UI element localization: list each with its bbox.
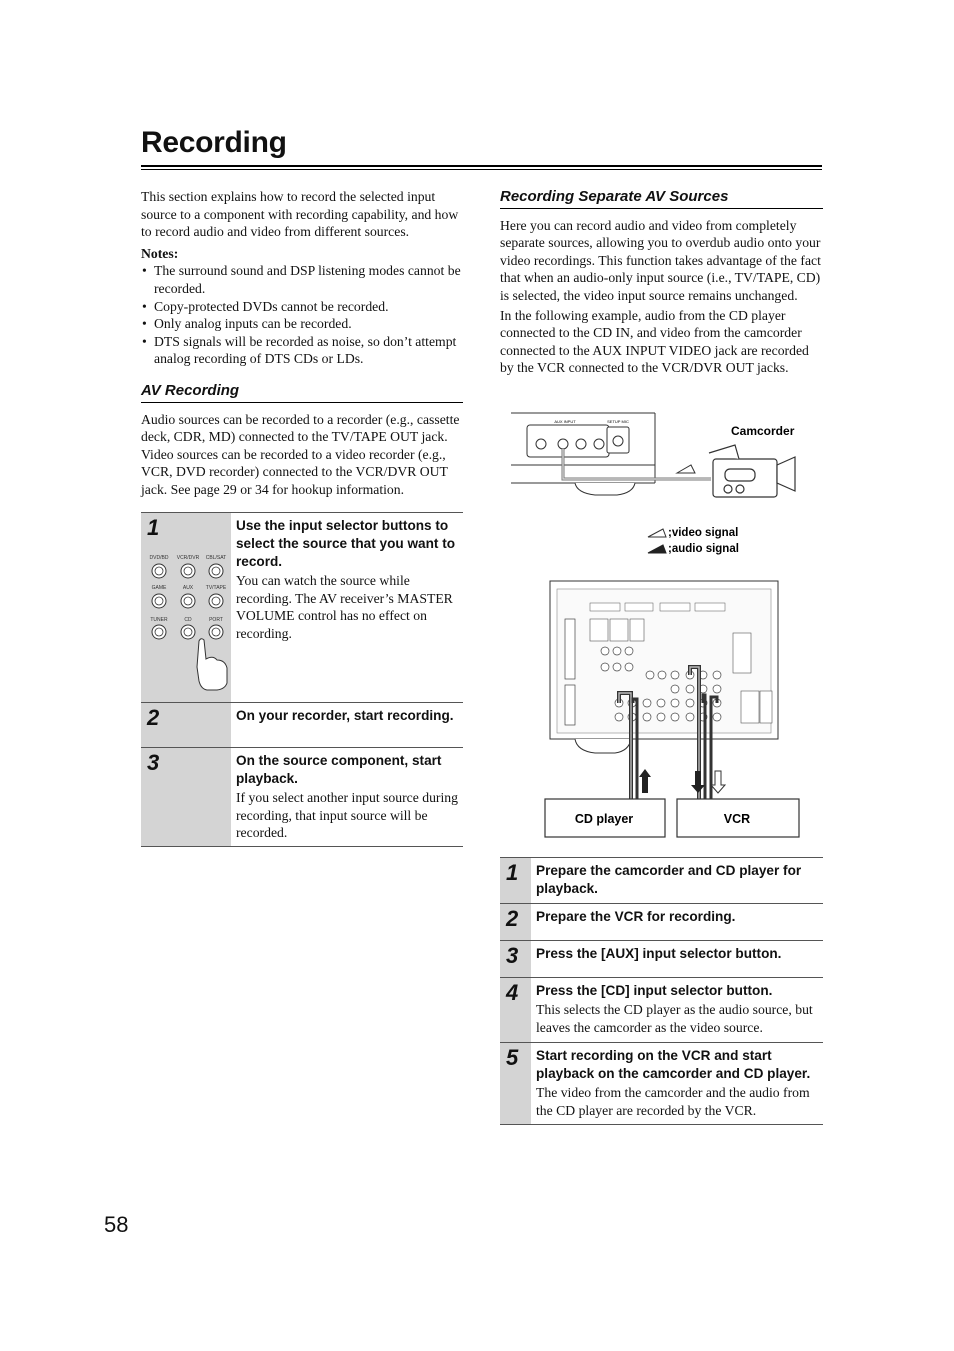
step-number: 3 xyxy=(506,943,519,968)
note-item: • The surround sound and DSP listening modes cannot be recorded. xyxy=(141,262,463,297)
audio-signal-legend-icon xyxy=(648,545,666,553)
step-desc: This selects the CD player as the audio source, but leaves the camcorder as the video source. xyxy=(536,1002,813,1035)
note-item: • DTS signals will be recorded as noise, so don’t attempt analog recording of DTS CDs or LDs. xyxy=(141,333,463,368)
step-title: On the source component, start playback. xyxy=(236,753,442,786)
video-down-arrow-icon xyxy=(711,771,725,793)
step-title: On your recorder, start recording. xyxy=(236,708,454,723)
step-title: Press the [AUX] input selector button. xyxy=(536,946,782,961)
step-row xyxy=(500,941,823,978)
step-desc: You can watch the source while recording. The AV receiver’s MASTER VOLUME control has no effect on recording. xyxy=(236,573,453,641)
step-number-cell xyxy=(500,858,531,903)
step-number-cell xyxy=(500,978,531,1042)
notes-list xyxy=(141,262,463,368)
page-number: 58 xyxy=(104,1212,129,1237)
step-row xyxy=(141,748,463,847)
audio-down-arrow-icon xyxy=(691,771,705,793)
button-label: AUX xyxy=(182,585,194,591)
button-label: DVD/BD xyxy=(149,555,169,561)
step-row xyxy=(141,513,463,703)
button-label: TUNER xyxy=(150,617,168,623)
step-title: Press the [CD] input selector button. xyxy=(536,983,773,998)
video-signal-legend-icon xyxy=(648,529,666,537)
button-label: GAME xyxy=(151,585,167,591)
step-body xyxy=(531,1043,823,1124)
step-body xyxy=(531,978,823,1042)
right-column xyxy=(500,188,823,379)
video-signal-arrow-icon xyxy=(677,465,695,473)
step-row xyxy=(500,978,823,1043)
step-body xyxy=(531,904,823,940)
step-row xyxy=(500,1043,823,1125)
step-title: Use the input selector buttons to select the source that you want to record. xyxy=(236,518,456,569)
heading-rule xyxy=(141,402,463,403)
step-number-cell xyxy=(141,748,231,846)
av-recording-text: Audio sources can be recorded to a recorder (e.g., cassette deck, CDR, MD) connected to the TV/TAPE OUT jack. Video sources can be recorded to a video recorder (e.g., VCR, DVD recorder) connected to the VCR/DVR OUT jack. See page 29 or 34 for hookup information. xyxy=(141,411,460,497)
legend-video: ;video signal xyxy=(668,527,739,539)
step-body xyxy=(231,748,463,846)
receiver-front-panel xyxy=(511,413,711,495)
separate-sources-p2: In the following example, audio from the CD player connected to the CD IN, and video from the camcorder connected to the AUX INPUT VIDEO jack are recorded by the VCR connected to the VCR/DVR OUT jacks. xyxy=(500,307,809,376)
connection-diagram xyxy=(505,405,825,845)
camcorder-icon xyxy=(709,445,795,497)
cd-player-label: CD player xyxy=(574,812,634,826)
step-number: 2 xyxy=(506,906,519,931)
note-item: • Only analog inputs can be recorded. xyxy=(141,315,463,333)
step-row xyxy=(141,703,463,748)
intro-text: This section explains how to record the selected input source to a component with recording capability, and how to record audio and video from different sources. xyxy=(141,189,459,240)
step-body xyxy=(531,858,823,903)
button-label: PORT xyxy=(209,617,223,623)
note-item: • Copy-protected DVDs cannot be recorded. xyxy=(141,298,463,316)
button-label: TV/TAPE xyxy=(205,585,227,591)
step-desc: The video from the camcorder and the audio from the CD player are recorded by the VCR. xyxy=(536,1085,810,1118)
step-number-cell xyxy=(500,904,531,940)
title-rule xyxy=(141,165,822,167)
separate-sources-heading: Recording Separate AV Sources xyxy=(500,188,729,205)
left-column xyxy=(141,188,463,503)
notes-title: Notes: xyxy=(141,245,179,261)
step-number: 1 xyxy=(147,515,160,540)
vcr-label: VCR xyxy=(723,812,751,826)
step-number: 1 xyxy=(506,860,519,885)
title-rule-thin xyxy=(141,169,822,170)
step-number: 2 xyxy=(147,705,160,730)
step-number: 3 xyxy=(147,750,160,775)
step-number-cell xyxy=(500,941,531,977)
setup-mic-label: SETUP MIC xyxy=(607,419,629,424)
separate-sources-steps xyxy=(500,857,823,1125)
av-recording-heading: AV Recording xyxy=(141,381,240,399)
step-body xyxy=(231,703,463,747)
step-number-cell xyxy=(141,703,231,747)
button-label: VCR/DVR xyxy=(176,555,200,561)
step-title: Prepare the VCR for recording. xyxy=(536,909,736,924)
receiver-rear-panel xyxy=(550,581,778,753)
audio-up-arrow-icon xyxy=(639,769,651,793)
separate-sources-p1: Here you can record audio and video from completely separate sources, allowing you to overdub audio onto your video recordings. This function takes advantage of the fact that when an audio-only input source (i.e., TV/TAPE, CD) is selected, the video input source remains unchanged. xyxy=(500,217,821,303)
aux-input-label: AUX INPUT xyxy=(554,419,576,424)
pointing-hand-icon xyxy=(197,639,227,690)
step-body xyxy=(231,513,463,702)
step-number-cell xyxy=(500,1043,531,1124)
av-recording-steps xyxy=(141,512,463,847)
camcorder-label: Camcorder xyxy=(731,424,795,438)
step-title: Prepare the camcorder and CD player for playback. xyxy=(536,863,802,896)
legend-audio: ;audio signal xyxy=(668,543,739,555)
step-desc: If you select another input source during recording, that input source will be recorded. xyxy=(236,790,458,840)
step-body xyxy=(531,941,823,977)
step-number-cell xyxy=(141,513,231,702)
step-row xyxy=(500,904,823,941)
button-label: CBL/SAT xyxy=(205,555,227,561)
page-title: Recording xyxy=(141,126,287,159)
step-title: Start recording on the VCR and start playback on the camcorder and CD player. xyxy=(536,1048,811,1081)
step-row xyxy=(500,858,823,904)
input-selector-buttons-illustration xyxy=(141,513,231,702)
button-label: CD xyxy=(184,617,192,623)
step-number: 5 xyxy=(506,1045,519,1070)
heading-rule xyxy=(500,208,823,209)
step-number: 4 xyxy=(506,980,519,1005)
